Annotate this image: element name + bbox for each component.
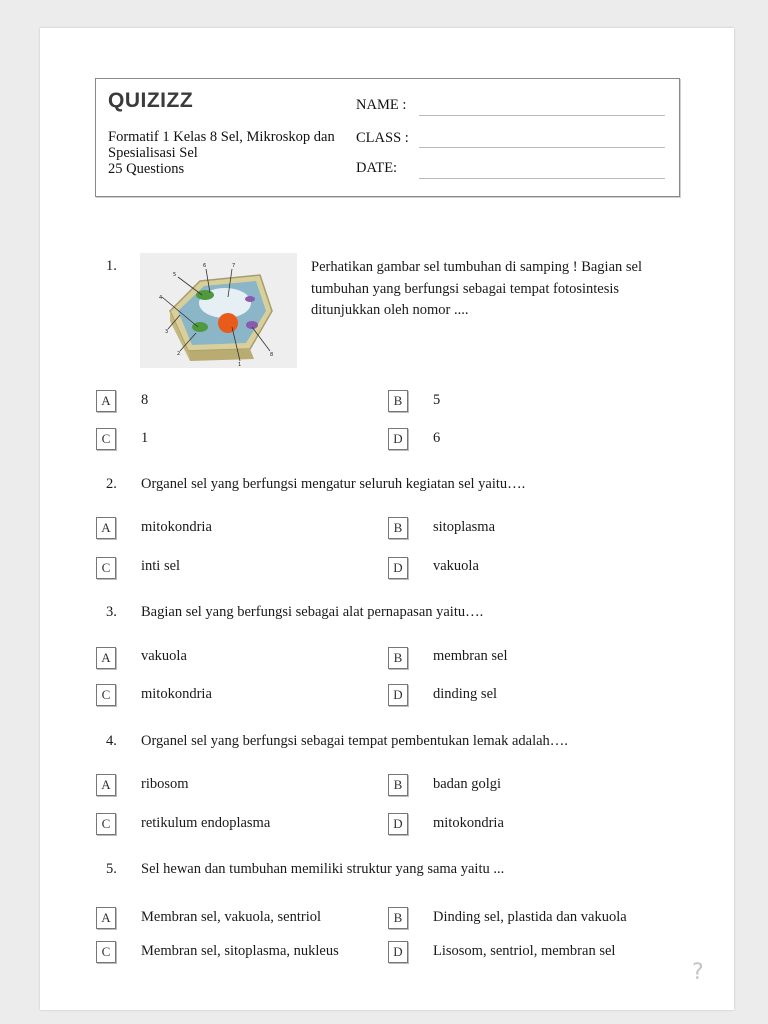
class-label: CLASS : [356,130,409,146]
question-mark-icon[interactable]: ? [692,960,704,985]
question-count: 25 Questions [108,161,185,177]
option-text: Membran sel, sitoplasma, nukleus [141,943,339,959]
option-box-d[interactable]: D [388,557,408,579]
name-field[interactable] [419,115,665,116]
question-number: 5. [106,861,117,877]
option-box-c[interactable]: C [96,813,116,835]
question-text-line: ditunjukkan oleh nomor .... [311,302,469,318]
option-box-d[interactable]: D [388,684,408,706]
option-text: 8 [141,392,149,408]
cell-label-6: 6 [203,263,207,269]
cell-label-3: 3 [165,329,169,335]
option-text: inti sel [141,558,181,574]
option-box-a[interactable]: A [96,774,116,796]
option-box-c[interactable]: C [96,684,116,706]
worksheet-page [40,28,734,1010]
question-number: 2. [106,476,117,492]
option-text: Dinding sel, plastida dan vakuola [433,909,627,925]
option-text: mitokondria [141,686,212,702]
option-text: Lisosom, sentriol, membran sel [433,943,616,959]
option-text: badan golgi [433,776,502,792]
cell-label-2: 2 [177,351,181,357]
option-box-a[interactable]: A [96,907,116,929]
class-field[interactable] [419,147,665,148]
plant-cell-illustration [140,253,297,368]
cell-label-5: 5 [173,272,177,278]
option-text: mitokondria [433,815,504,831]
cell-label-8: 8 [270,352,274,358]
name-label: NAME : [356,97,407,113]
question-text: Organel sel yang berfungsi mengatur seluruh kegiatan sel yaitu…. [141,476,526,492]
option-text: 5 [433,392,441,408]
option-box-d[interactable]: D [388,813,408,835]
option-text: dinding sel [433,686,498,702]
option-text: mitokondria [141,519,212,535]
option-text: retikulum endoplasma [141,815,271,831]
option-text: vakuola [141,648,187,664]
option-text: vakuola [433,558,479,574]
option-box-b[interactable]: B [388,647,408,669]
quizizz-logo: QUIZIZZ [108,89,194,112]
cell-label-1: 1 [238,362,242,368]
quiz-title-text: Formatif 1 Kelas 8 Sel, Mikroskop dan Spesialisasi Sel [108,129,335,161]
option-box-b[interactable]: B [388,907,408,929]
option-text: Membran sel, vakuola, sentriol [141,909,321,925]
option-box-a[interactable]: A [96,647,116,669]
date-field[interactable] [419,178,665,179]
option-text: membran sel [433,648,508,664]
quiz-title [108,129,338,177]
option-box-c[interactable]: C [96,941,116,963]
option-text: 6 [433,430,441,446]
option-text: sitoplasma [433,519,496,535]
option-box-d[interactable]: D [388,941,408,963]
question-number: 4. [106,733,117,749]
option-box-c[interactable]: C [96,557,116,579]
option-box-d[interactable]: D [388,428,408,450]
option-box-c[interactable]: C [96,428,116,450]
option-box-b[interactable]: B [388,774,408,796]
question-text: Bagian sel yang berfungsi sebagai alat pernapasan yaitu…. [141,604,484,620]
option-box-b[interactable]: B [388,517,408,539]
option-text: ribosom [141,776,189,792]
header-box [95,78,680,197]
question-text: Organel sel yang berfungsi sebagai tempat pembentukan lemak adalah…. [141,733,568,749]
option-text: 1 [141,430,149,446]
option-box-a[interactable]: A [96,390,116,412]
question-text: Sel hewan dan tumbuhan memiliki struktur yang sama yaitu ... [141,861,505,877]
question-text [311,257,681,322]
question-number: 3. [106,604,117,620]
cell-label-7: 7 [232,263,236,269]
date-label: DATE: [356,160,398,176]
question-text-line: Perhatikan gambar sel tumbuhan di samping ! Bagian sel [311,259,643,275]
question-number: 1. [106,258,117,274]
question-text-line: tumbuhan yang berfungsi sebagai tempat fotosintesis [311,280,620,297]
option-box-a[interactable]: A [96,517,116,539]
option-box-b[interactable]: B [388,390,408,412]
plant-cell-image [140,253,297,368]
cell-label-4: 4 [159,295,163,301]
